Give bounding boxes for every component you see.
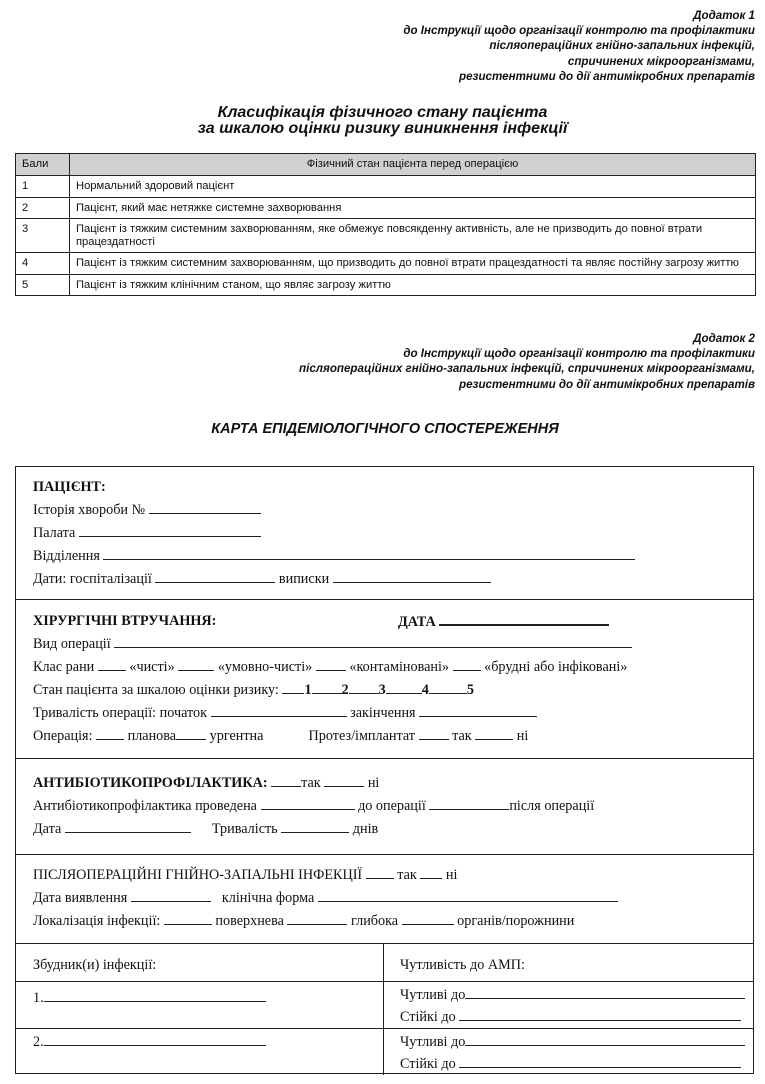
- appendix-1-line: резистентними до дії антимікробних препаратів: [459, 69, 755, 83]
- surgery-date-field: [398, 612, 609, 631]
- surgery-heading-row: [33, 612, 733, 630]
- contaminated-label: «контаміновані»: [349, 659, 450, 675]
- clinical-form-label: клінічна форма: [221, 890, 315, 906]
- contaminated-check[interactable]: [316, 658, 346, 671]
- detect-date-input[interactable]: [131, 889, 211, 902]
- antibiotic-performed-label: Антибіотикопрофілактика проведена: [33, 798, 257, 814]
- antibiotic-duration-label: Тривалість: [211, 821, 278, 837]
- resistant-1-field: [400, 1008, 741, 1026]
- state-cell: Нормальний здоровий пацієнт: [70, 176, 756, 198]
- resistant-1-input[interactable]: [459, 1008, 741, 1021]
- infections-no-check[interactable]: [420, 866, 442, 879]
- appendix-2-header: [299, 331, 755, 392]
- ward-label: Палата: [33, 525, 76, 541]
- appendix-2-line: до Інструкції щодо організації контролю та профілактики: [403, 347, 755, 361]
- dirty-label: «брудні або інфіковані»: [484, 659, 628, 675]
- antibiotic-yes-label: так: [301, 775, 321, 791]
- amr-heading: Чутливість до АМП:: [400, 957, 525, 973]
- points-cell: 2: [16, 197, 70, 219]
- state-cell: Пацієнт із тяжким системним захворюванням, що призводить до повної втрати працездатності та являє постійну загрозу життю: [70, 253, 756, 275]
- risk-blank: [282, 681, 304, 694]
- classification-title-line1: Класифікація фізичного стану пацієнта: [217, 104, 548, 121]
- appendix-2-title: Додаток 2: [693, 332, 755, 345]
- department-field: [33, 547, 635, 565]
- planned-label: планова: [127, 728, 177, 744]
- op-type-label: Вид операції: [33, 636, 111, 652]
- surgery-date-label: ДАТА: [398, 614, 436, 630]
- pathogens-grid: [16, 944, 753, 1075]
- urgent-check[interactable]: [176, 727, 206, 740]
- antibiotic-heading: АНТИБІОТИКОПРОФІЛАКТИКА:: [33, 775, 268, 791]
- risk-blank: [349, 681, 379, 694]
- history-input[interactable]: [149, 501, 261, 514]
- organs-label: органів/порожнини: [457, 913, 575, 929]
- sensitive-1-label: Чутливі до: [400, 987, 466, 1003]
- grid-divider: [383, 944, 384, 1075]
- clean-label: «чисті»: [129, 659, 175, 675]
- column-header-state: Фізичний стан пацієнта перед операцією: [70, 154, 756, 176]
- pathogen-1-input[interactable]: [44, 989, 266, 1002]
- antibiotic-performed-field: [33, 797, 594, 815]
- risk-blank: [386, 681, 422, 694]
- state-cell: Пацієнт із тяжким клінічним станом, що являє загрозу життю: [70, 274, 756, 296]
- column-header-points: Бали: [16, 154, 70, 176]
- card-title: КАРТА ЕПІДЕМІОЛОГІЧНОГО СПОСТЕРЕЖЕННЯ: [211, 421, 559, 437]
- cond-clean-label: «умовно-чисті»: [217, 659, 313, 675]
- detect-date-field: [33, 889, 618, 907]
- discharge-label: виписки: [278, 571, 330, 587]
- after-op-input[interactable]: [429, 797, 509, 810]
- superficial-check[interactable]: [164, 912, 212, 925]
- implant-no-label: ні: [516, 728, 529, 744]
- surgery-date-input[interactable]: [439, 612, 609, 626]
- sensitive-2-input[interactable]: [465, 1033, 745, 1046]
- end-label: закінчення: [350, 705, 416, 721]
- detect-date-label: Дата виявлення: [33, 890, 128, 906]
- risk-score-field: [33, 681, 474, 699]
- pathogen-2-label: 2.: [33, 1034, 44, 1050]
- implant-yes-check[interactable]: [419, 727, 449, 740]
- pathogens-heading: Збудник(и) інфекції:: [33, 957, 157, 973]
- risk-point-2[interactable]: 2: [341, 682, 349, 698]
- pathogen-2-field: [33, 1033, 266, 1051]
- antibiotic-date-input[interactable]: [65, 820, 191, 833]
- duration-label: Тривалість операції: початок: [33, 705, 208, 721]
- classification-title-line2: за шкалою оцінки ризику виникнення інфекції: [197, 119, 568, 137]
- patient-heading: ПАЦІЄНТ:: [33, 479, 106, 495]
- hospitalization-date-input[interactable]: [155, 570, 275, 583]
- operation-type-field: [33, 727, 528, 745]
- risk-label: Стан пацієнта за шкалою оцінки ризику:: [33, 682, 279, 698]
- implant-label: Протез/імплантат: [308, 728, 415, 744]
- antibiotic-no-label: ні: [367, 775, 380, 791]
- clinical-form-input[interactable]: [318, 889, 618, 902]
- risk-scale-table: [15, 153, 756, 296]
- infections-heading-row: [33, 866, 457, 884]
- table-row: [16, 197, 756, 219]
- surgery-section: [16, 600, 753, 759]
- appendix-2-line: післяопераційних гнійно-запальних інфекцій, спричинених мікроорганізмами,: [299, 362, 755, 376]
- history-field: [33, 501, 261, 519]
- deep-label: глибока: [351, 913, 399, 929]
- department-input[interactable]: [103, 547, 635, 560]
- infections-yes-check[interactable]: [366, 866, 394, 879]
- start-time-input[interactable]: [211, 704, 347, 717]
- points-cell: 3: [16, 219, 70, 253]
- table-row: [16, 176, 756, 198]
- grid-divider: [16, 981, 753, 982]
- cond-clean-check[interactable]: [178, 658, 214, 671]
- pathogen-2-input[interactable]: [44, 1033, 266, 1046]
- resistant-1-label: Стійкі до: [400, 1009, 456, 1025]
- deep-check[interactable]: [287, 912, 347, 925]
- days-label: днів: [352, 821, 379, 837]
- duration-field: [33, 704, 537, 722]
- table-header-row: [16, 154, 756, 176]
- wound-class-label: Клас рани: [33, 659, 95, 675]
- implant-yes-label: так: [452, 728, 472, 744]
- appendix-1-line: до Інструкції щодо організації контролю та профілактики: [403, 24, 755, 38]
- infections-yes-label: так: [397, 867, 417, 883]
- risk-point-5[interactable]: 5: [466, 682, 474, 698]
- antibiotic-date-label: Дата: [33, 821, 62, 837]
- risk-blank: [429, 681, 467, 694]
- wound-class-field: [33, 658, 627, 676]
- antibiotic-date-field: [33, 820, 378, 838]
- operation-label: Операція:: [33, 728, 93, 744]
- pathogen-1-label: 1.: [33, 990, 44, 1006]
- classification-title: [0, 105, 765, 136]
- risk-point-3[interactable]: 3: [378, 682, 386, 698]
- points-cell: 1: [16, 176, 70, 198]
- sensitive-1-field: [400, 986, 745, 1004]
- resistant-2-input[interactable]: [459, 1055, 741, 1068]
- appendix-1-header: [403, 8, 755, 84]
- op-type-field: [33, 635, 632, 653]
- risk-blank: [312, 681, 342, 694]
- sensitive-2-field: [400, 1033, 745, 1051]
- localization-field: [33, 912, 574, 930]
- resistant-2-field: [400, 1055, 741, 1073]
- patient-section: [16, 467, 753, 600]
- pathogen-1-field: [33, 989, 266, 1007]
- antibiotic-section: [16, 759, 753, 855]
- implant-no-check[interactable]: [475, 727, 513, 740]
- risk-point-1[interactable]: 1: [304, 682, 312, 698]
- table-row: [16, 274, 756, 296]
- appendix-1-line: післяопераційних гнійно-запальних інфекцій,: [489, 39, 755, 53]
- antibiotic-no-check[interactable]: [324, 774, 364, 787]
- planned-check[interactable]: [96, 727, 124, 740]
- op-type-input[interactable]: [114, 635, 632, 648]
- after-op-label: після операції: [509, 798, 595, 814]
- antibiotic-heading-row: [33, 774, 379, 792]
- appendix-1-title: Додаток 1: [693, 9, 755, 22]
- state-cell: Пацієнт, який має нетяжке системне захворювання: [70, 197, 756, 219]
- localization-label: Локалізація інфекції:: [33, 913, 161, 929]
- risk-point-4[interactable]: 4: [421, 682, 429, 698]
- end-time-input[interactable]: [419, 704, 537, 717]
- table-row: [16, 219, 756, 253]
- epidemiological-card: [15, 466, 754, 1074]
- superficial-label: поверхнева: [215, 913, 284, 929]
- antibiotic-duration-input[interactable]: [281, 820, 349, 833]
- ward-field: [33, 524, 261, 542]
- before-op-label: до операції: [358, 798, 426, 814]
- dirty-check[interactable]: [453, 658, 481, 671]
- table-row: [16, 253, 756, 275]
- resistant-2-label: Стійкі до: [400, 1056, 456, 1072]
- points-cell: 4: [16, 253, 70, 275]
- discharge-date-input[interactable]: [333, 570, 491, 583]
- before-op-input[interactable]: [261, 797, 355, 810]
- infections-heading: ПІСЛЯОПЕРАЦІЙНІ ГНІЙНО-ЗАПАЛЬНІ ІНФЕКЦІЇ: [33, 867, 363, 883]
- dates-field: [33, 570, 491, 588]
- appendix-1-line: спричинених мікроорганізмами,: [567, 54, 755, 68]
- history-label: Історія хвороби №: [33, 502, 146, 518]
- organs-check[interactable]: [402, 912, 454, 925]
- sensitive-1-input[interactable]: [465, 986, 745, 999]
- clean-check[interactable]: [98, 658, 126, 671]
- grid-divider: [16, 1028, 753, 1029]
- antibiotic-yes-check[interactable]: [271, 774, 301, 787]
- hospitalization-label: Дати: госпіталізації: [33, 571, 152, 587]
- infections-section: [16, 855, 753, 944]
- sensitive-2-label: Чутливі до: [400, 1034, 466, 1050]
- urgent-label: ургентна: [209, 728, 264, 744]
- appendix-2-line: резистентними до дії антимікробних препаратів: [459, 377, 755, 391]
- surgery-heading: ХІРУРГІЧНІ ВТРУЧАННЯ:: [33, 613, 217, 629]
- state-cell: Пацієнт із тяжким системним захворюванням, яке обмежує повсякденну активність, але не призводить до повної втрати працездатності: [70, 219, 756, 253]
- points-cell: 5: [16, 274, 70, 296]
- department-label: Відділення: [33, 548, 100, 564]
- ward-input[interactable]: [79, 524, 261, 537]
- infections-no-label: ні: [445, 867, 458, 883]
